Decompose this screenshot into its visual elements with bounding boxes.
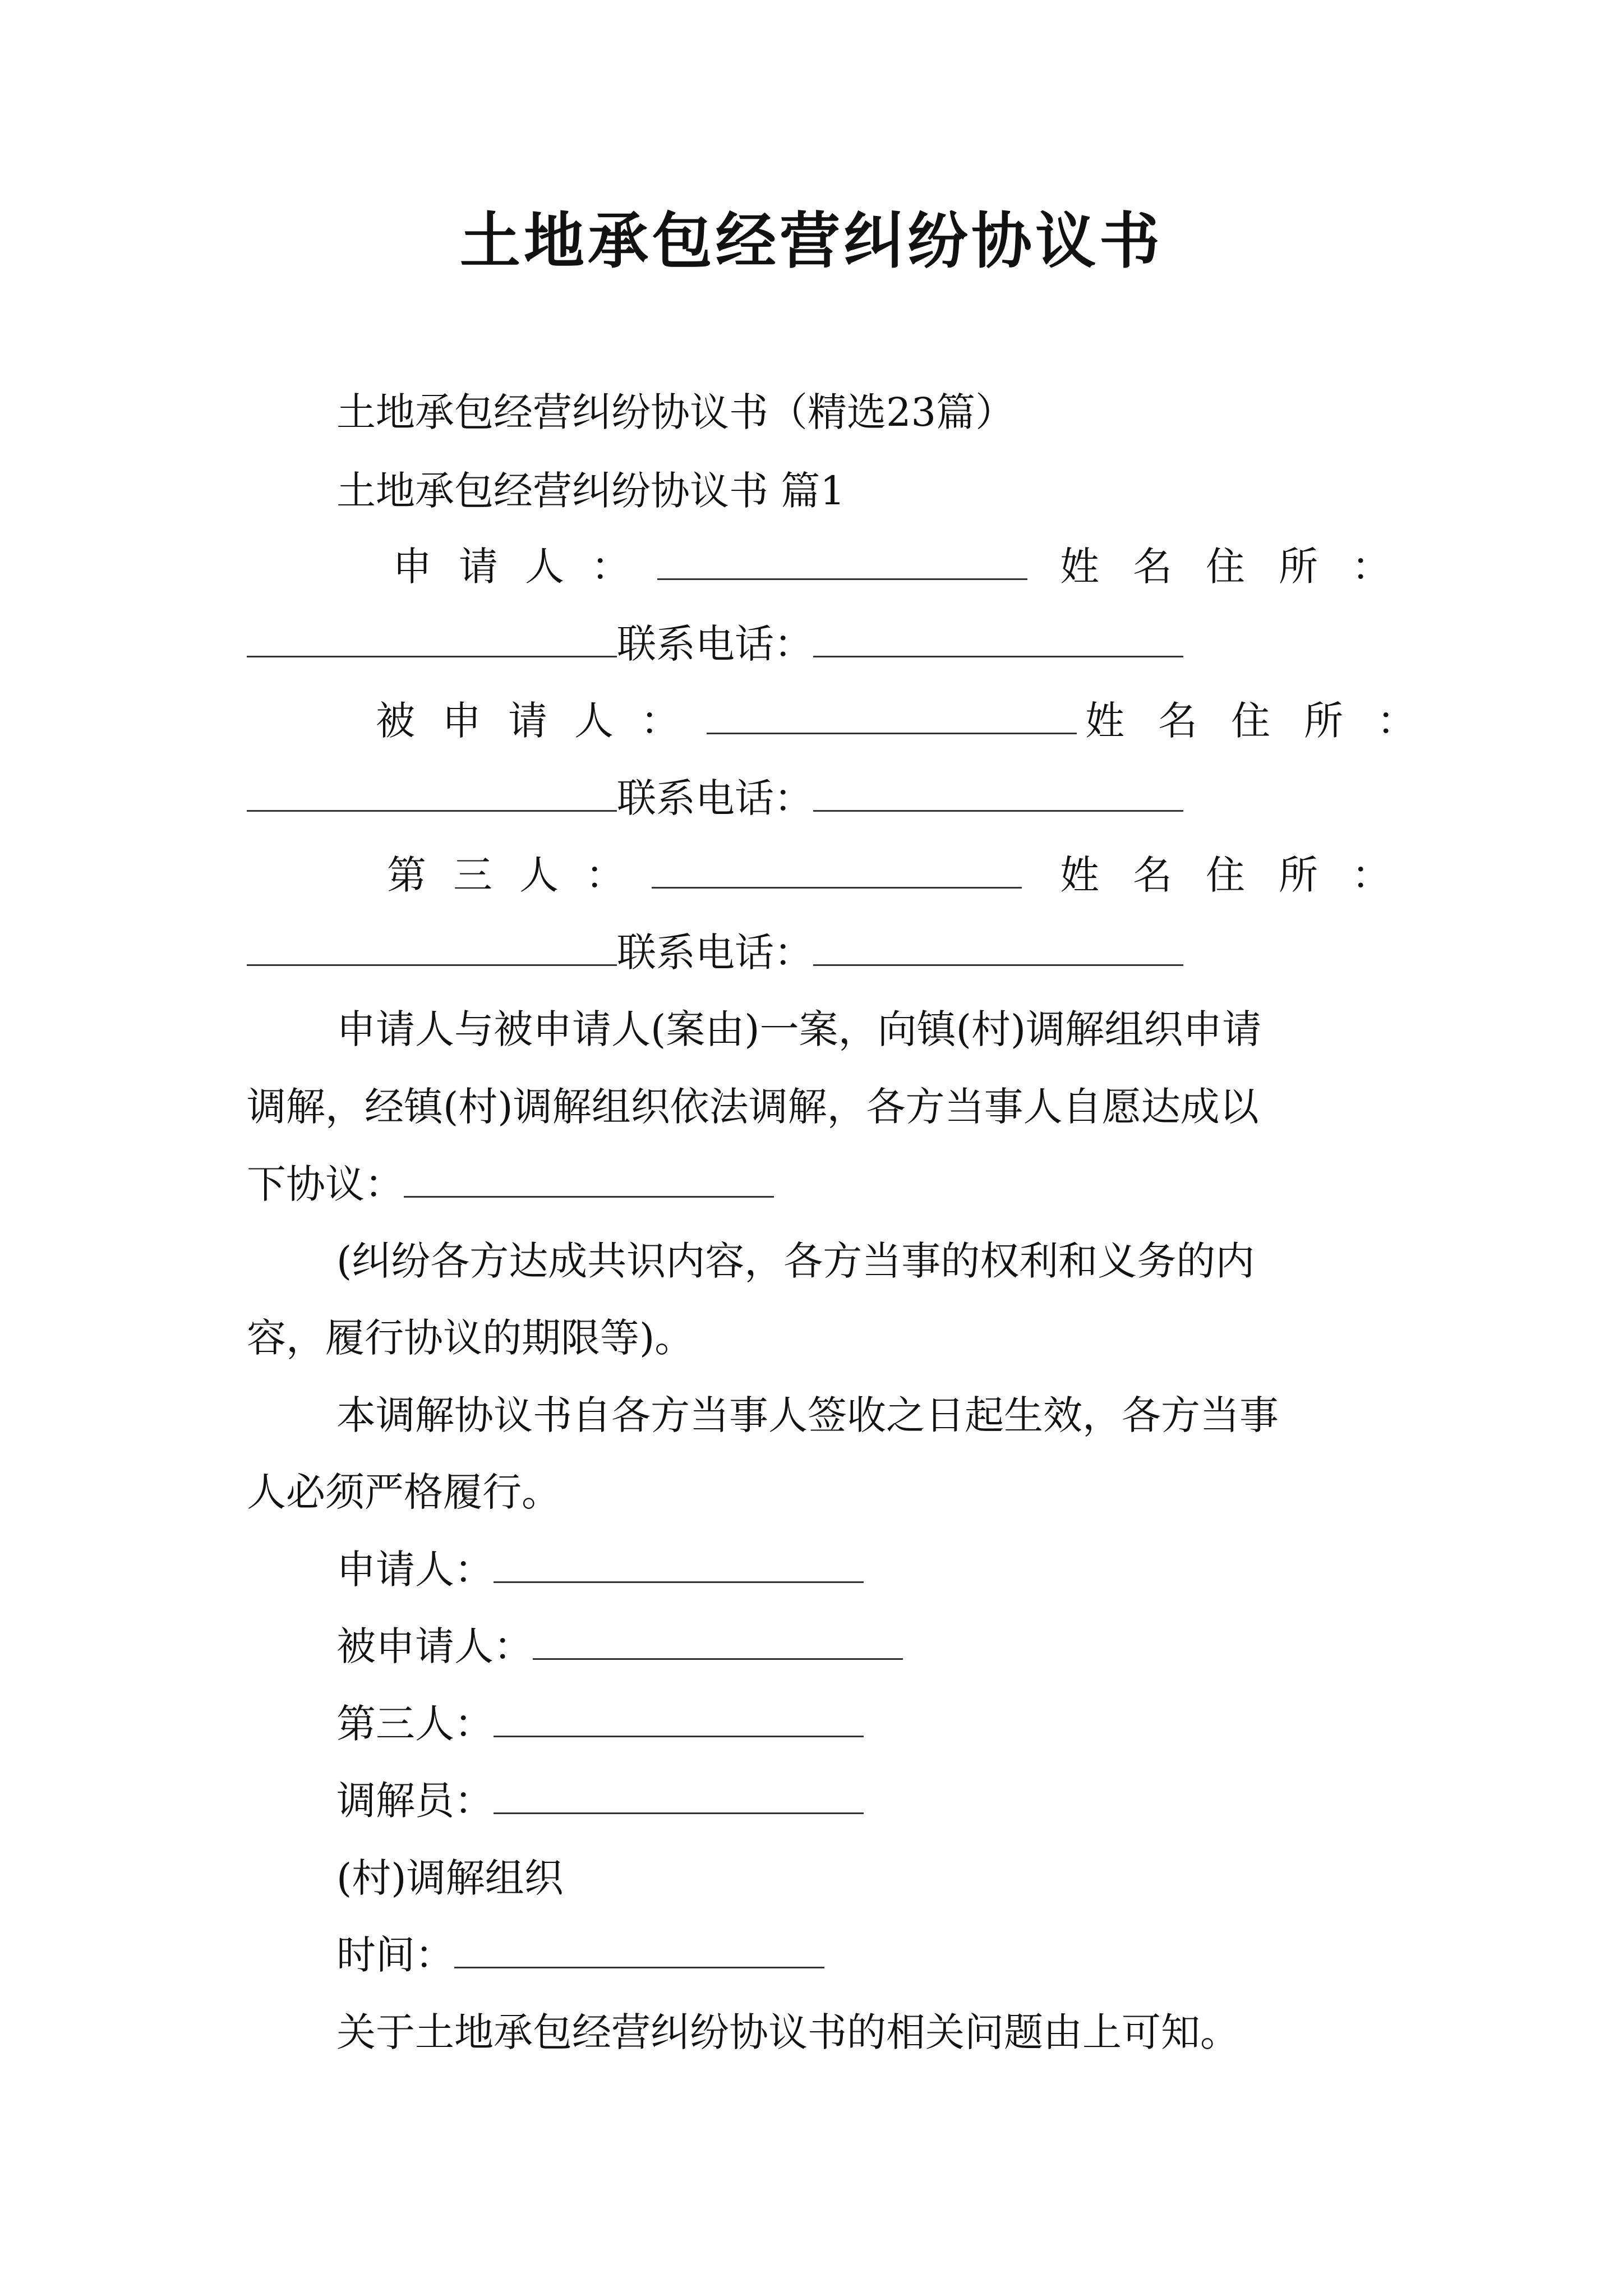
third-party-address-row bbox=[1060, 844, 1424, 906]
signature-mediator-row bbox=[336, 1770, 864, 1832]
signature-date-row bbox=[336, 1924, 824, 1986]
third-party-phone-blank[interactable] bbox=[813, 931, 1183, 966]
signature-applicant-label: 申请人： bbox=[336, 1547, 494, 1593]
respondent-party-label: 被申请人： bbox=[376, 698, 707, 744]
third-party-phone-row bbox=[247, 922, 1183, 983]
paragraph-1-line-3 bbox=[247, 1153, 774, 1215]
third-party-name-blank[interactable] bbox=[652, 853, 1022, 889]
signature-respondent-label: 被申请人： bbox=[336, 1623, 533, 1669]
signature-respondent-blank[interactable] bbox=[533, 1625, 903, 1660]
signature-date-label: 时间： bbox=[336, 1932, 454, 1978]
applicant-party-label: 申请人： bbox=[393, 544, 657, 590]
signature-third-party-label: 第三人： bbox=[336, 1701, 494, 1747]
subtitle: 土地承包经营纠纷协议书（精选23篇） bbox=[336, 389, 1015, 435]
respondent-phone-label: 联系电话： bbox=[617, 775, 813, 821]
agreement-blank[interactable] bbox=[404, 1162, 774, 1198]
paragraph-1-line-1: 申请人与被申请人(案由)一案，向镇(村)调解组织申请 bbox=[336, 1006, 1262, 1052]
applicant-party-row bbox=[393, 536, 1027, 597]
paragraph-3-line-1: 本调解协议书自各方当事人签收之日起生效，各方当事 bbox=[336, 1392, 1279, 1438]
signature-third-party-row bbox=[336, 1693, 864, 1755]
applicant-phone-blank[interactable] bbox=[813, 622, 1183, 657]
third-party-address-blank[interactable] bbox=[247, 931, 617, 966]
section-heading: 土地承包经营纠纷协议书 篇1 bbox=[336, 468, 845, 514]
respondent-phone-row bbox=[247, 767, 1183, 829]
paragraph-1-line-2: 调解，经镇(村)调解组织依法调解，各方当事人自愿达成以 bbox=[247, 1084, 1259, 1130]
document-title: 土地承包经营纠纷协议书 bbox=[459, 206, 1163, 277]
respondent-address-blank[interactable] bbox=[247, 776, 617, 812]
third-party-row bbox=[387, 844, 1022, 906]
respondent-phone-blank[interactable] bbox=[813, 776, 1183, 812]
signature-mediator-label: 调解员： bbox=[336, 1778, 494, 1824]
paragraph-3-line-2: 人必须严格履行。 bbox=[247, 1469, 561, 1515]
applicant-phone-row bbox=[247, 613, 1183, 675]
signature-applicant-row bbox=[336, 1539, 864, 1600]
signature-date-blank[interactable] bbox=[454, 1933, 824, 1968]
signature-applicant-blank[interactable] bbox=[494, 1548, 864, 1583]
paragraph-2-line-2: 容，履行协议的期限等)。 bbox=[247, 1315, 694, 1361]
signature-third-party-blank[interactable] bbox=[494, 1702, 864, 1737]
applicant-phone-label: 联系电话： bbox=[617, 621, 813, 667]
applicant-address-label: 姓名住所： bbox=[1060, 544, 1424, 590]
paragraph-2-line-1: (纠纷各方达成共识内容，各方当事的权利和义务的内 bbox=[336, 1238, 1255, 1284]
signature-mediator-blank[interactable] bbox=[494, 1779, 864, 1814]
signature-respondent-row bbox=[336, 1616, 903, 1677]
signature-organization: (村)调解组织 bbox=[336, 1855, 564, 1901]
respondent-address-row bbox=[1085, 690, 1450, 752]
respondent-name-blank[interactable] bbox=[707, 699, 1077, 734]
third-party-address-label: 姓名住所： bbox=[1060, 852, 1424, 898]
respondent-address-label: 姓名住所： bbox=[1085, 698, 1450, 744]
third-party-label: 第三人： bbox=[387, 852, 652, 898]
applicant-name-blank[interactable] bbox=[657, 545, 1027, 580]
applicant-address-row bbox=[1060, 536, 1424, 597]
third-party-phone-label: 联系电话： bbox=[617, 930, 813, 976]
agreement-label: 下协议： bbox=[247, 1161, 404, 1207]
respondent-party-row bbox=[376, 690, 1077, 752]
applicant-address-blank[interactable] bbox=[247, 622, 617, 657]
closing-sentence: 关于土地承包经营纠纷协议书的相关问题由上可知。 bbox=[336, 2009, 1239, 2055]
